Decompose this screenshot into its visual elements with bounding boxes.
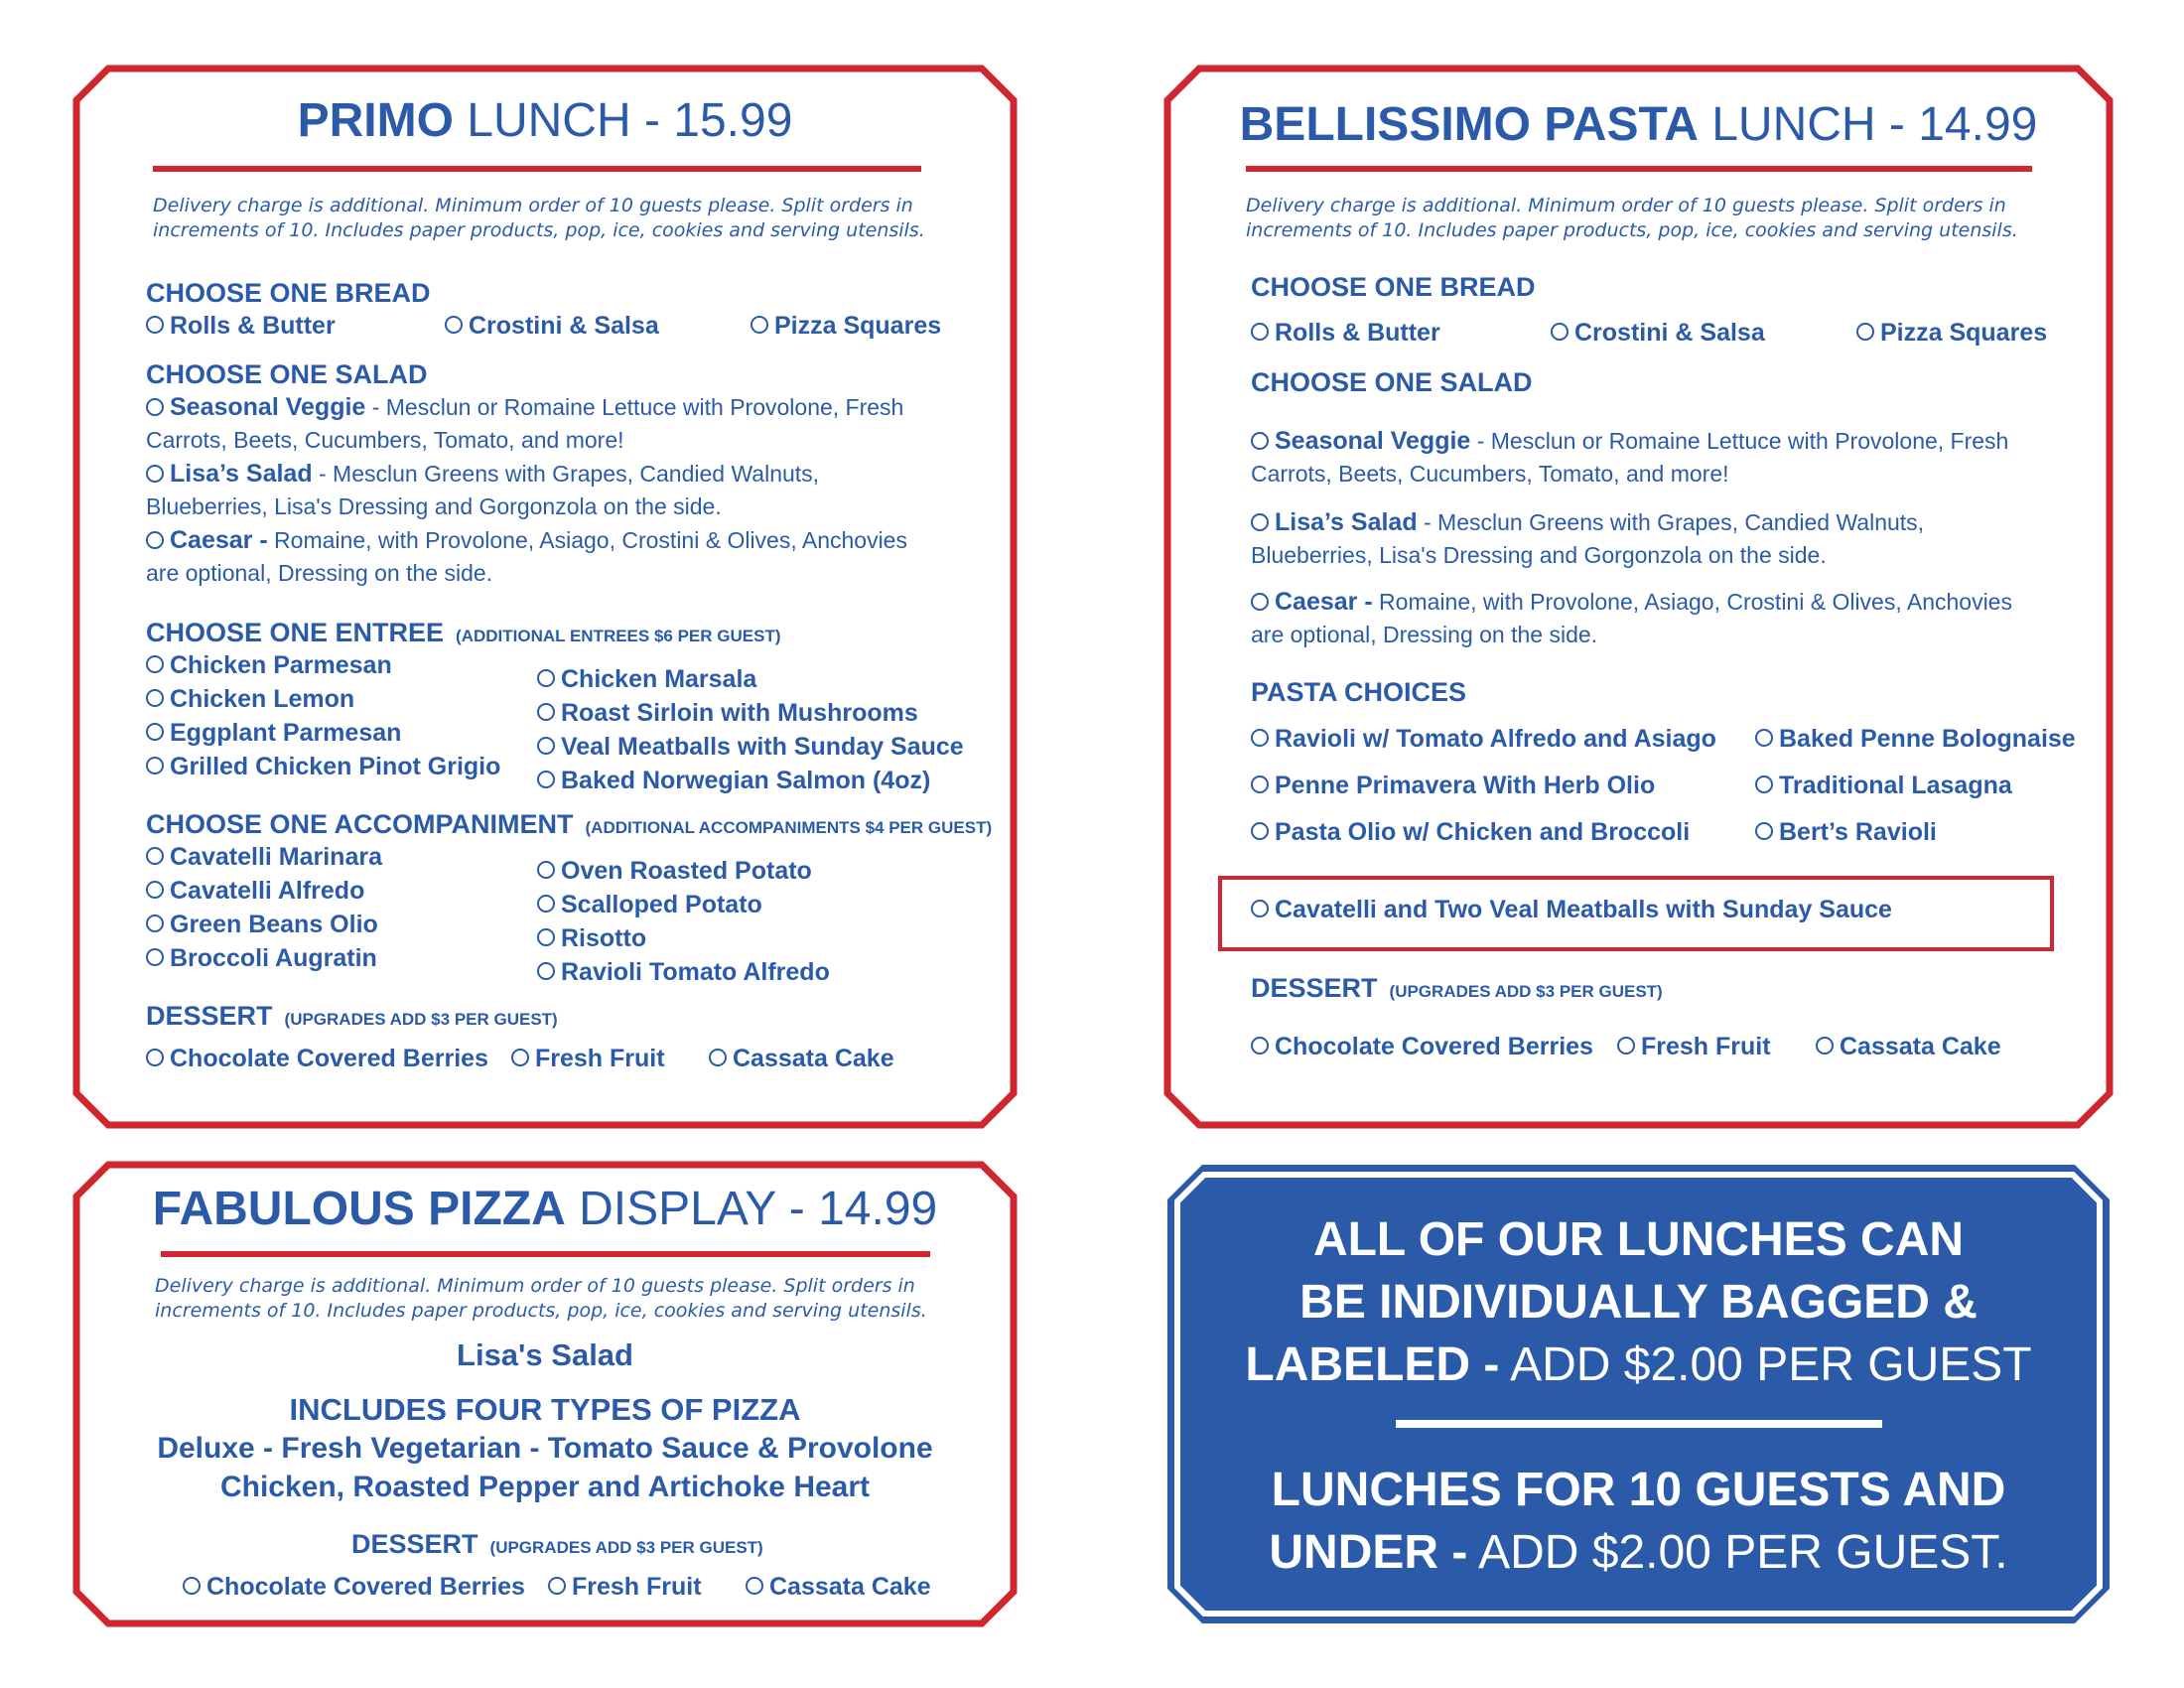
pizza-title: FABULOUS PIZZA DISPLAY - 14.99 — [152, 1183, 938, 1235]
radio-circle-icon — [1251, 323, 1269, 341]
radio-circle-icon — [146, 398, 164, 416]
special-pasta-option[interactable]: Cavatelli and Two Veal Meatballs with Sunday Sauce — [1251, 896, 1892, 924]
primo-bread-option[interactable]: Crostini & Salsa — [445, 312, 659, 341]
primo-entree-option[interactable]: Chicken Parmesan — [146, 651, 392, 680]
pasta-salad-option[interactable]: Lisa’s Salad - Mesclun Greens with Grapes, Candied Walnuts, Blueberries, Lisa's Dressing and Gorgonzola on the side. — [1251, 508, 1925, 568]
radio-circle-icon — [146, 465, 164, 483]
radio-circle-icon — [1251, 822, 1269, 840]
radio-circle-icon — [1251, 432, 1269, 450]
pasta-title-rule — [1246, 166, 2032, 172]
pasta-dessert-note: (UPGRADES ADD $3 PER GUEST) — [1389, 982, 1663, 1001]
primo-accompaniment-heading: CHOOSE ONE ACCOMPANIMENT (ADDITIONAL ACCOMPANIMENTS $4 PER GUEST) — [146, 809, 993, 839]
primo-salad-option[interactable]: Caesar - Romaine, with Provolone, Asiago, Crostini & Olives, Anchovies are optional, Dressing on the side. — [146, 526, 907, 586]
primo-bread-heading: CHOOSE ONE BREAD — [146, 278, 431, 308]
notice-bagging-text — [1164, 1208, 2113, 1396]
bagging-notice-panel — [1164, 1162, 2113, 1626]
pasta-bread-option[interactable]: Rolls & Butter — [1251, 319, 1440, 348]
primo-accompaniment-option[interactable]: Risotto — [537, 924, 646, 953]
radio-circle-icon — [1755, 822, 1773, 840]
radio-circle-icon — [146, 881, 164, 899]
primo-salad-heading: CHOOSE ONE SALAD — [146, 359, 428, 389]
radio-circle-icon — [146, 689, 164, 707]
radio-circle-icon — [1551, 323, 1569, 341]
pasta-dessert-option[interactable]: Fresh Fruit — [1617, 1033, 1771, 1061]
primo-dessert-option[interactable]: Cassata Cake — [709, 1045, 894, 1073]
primo-delivery-note: Delivery charge is additional. Minimum order of 10 guests please. Split orders in increments of 10. Includes paper products, pop, ice, cookies and serving utensils. — [153, 195, 925, 241]
pizza-types-line-1: Deluxe - Fresh Vegetarian - Tomato Sauce & Provolone — [157, 1432, 933, 1465]
primo-accompaniment-option[interactable]: Broccoli Augratin — [146, 944, 377, 973]
radio-circle-icon — [1251, 513, 1269, 531]
primo-title-rule — [153, 166, 921, 172]
primo-accompaniment-option[interactable]: Ravioli Tomato Alfredo — [537, 958, 830, 987]
radio-circle-icon — [537, 928, 555, 946]
pasta-dessert-heading: DESSERT (UPGRADES ADD $3 PER GUEST) — [1251, 973, 1663, 1003]
radio-circle-icon — [1251, 1037, 1269, 1055]
radio-circle-icon — [709, 1049, 727, 1066]
notice-line-4: LUNCHES FOR 10 GUESTS AND — [1271, 1464, 2006, 1516]
radio-circle-icon — [537, 737, 555, 755]
primo-dessert-heading: DESSERT (UPGRADES ADD $3 PER GUEST) — [146, 1001, 558, 1031]
primo-salad-option[interactable]: Lisa’s Salad - Mesclun Greens with Grapes, Candied Walnuts, Blueberries, Lisa's Dressing and Gorgonzola on the side. — [146, 460, 820, 519]
primo-bread-option[interactable]: Pizza Squares — [751, 312, 941, 341]
radio-circle-icon — [537, 895, 555, 913]
pasta-title: BELLISSIMO PASTA LUNCH - 14.99 — [1239, 98, 2038, 151]
pasta-option[interactable]: Bert’s Ravioli — [1755, 818, 1937, 847]
notice-divider — [1396, 1420, 1882, 1428]
primo-accompaniment-option[interactable]: Green Beans Olio — [146, 911, 378, 939]
primo-accompaniment-option[interactable]: Scalloped Potato — [537, 891, 762, 919]
radio-circle-icon — [1251, 593, 1269, 611]
primo-salad-option[interactable]: Seasonal Veggie - Mesclun or Romaine Lettuce with Provolone, Fresh Carrots, Beets, Cucumbers, Tomato, and more! — [146, 393, 904, 453]
radio-circle-icon — [146, 914, 164, 932]
pizza-salad: Lisa's Salad — [457, 1337, 633, 1372]
radio-circle-icon — [751, 316, 768, 334]
pasta-salad-option[interactable]: Caesar - Romaine, with Provolone, Asiago, Crostini & Olives, Anchovies are optional, Dressing on the side. — [1251, 588, 2012, 647]
primo-entree-option[interactable]: Veal Meatballs with Sunday Sauce — [537, 733, 964, 762]
pasta-dessert-option[interactable]: Cassata Cake — [1816, 1033, 2001, 1061]
pizza-includes-heading: INCLUDES FOUR TYPES OF PIZZA — [289, 1392, 801, 1427]
radio-circle-icon — [1251, 775, 1269, 793]
radio-circle-icon — [537, 669, 555, 687]
pasta-salad-heading: CHOOSE ONE SALAD — [1251, 367, 1533, 397]
pizza-dessert-note: (UPGRADES ADD $3 PER GUEST) — [489, 1538, 763, 1557]
pasta-salad-option[interactable]: Seasonal Veggie - Mesclun or Romaine Lettuce with Provolone, Fresh Carrots, Beets, Cucumbers, Tomato, and more! — [1251, 427, 2009, 487]
notice-line-3-rest: ADD $2.00 PER GUEST — [1499, 1338, 2032, 1391]
primo-dessert-option[interactable]: Fresh Fruit — [511, 1045, 665, 1073]
notice-line-3-bold: LABELED - — [1245, 1338, 1500, 1391]
pasta-option[interactable]: Ravioli w/ Tomato Alfredo and Asiago — [1251, 725, 1716, 754]
pasta-delivery-note: Delivery charge is additional. Minimum order of 10 guests please. Split orders in increments of 10. Includes paper products, pop, ice, cookies and serving utensils. — [1246, 195, 2018, 241]
radio-circle-icon — [1856, 323, 1874, 341]
primo-entree-option[interactable]: Eggplant Parmesan — [146, 719, 401, 748]
radio-circle-icon — [146, 948, 164, 966]
notice-line-2: BE INDIVIDUALLY BAGGED & — [1299, 1276, 1978, 1329]
primo-bread-option[interactable]: Rolls & Butter — [146, 312, 336, 341]
primo-entree-option[interactable]: Roast Sirloin with Mushrooms — [537, 699, 918, 728]
radio-circle-icon — [146, 847, 164, 865]
radio-circle-icon — [146, 1049, 164, 1066]
primo-entree-option[interactable]: Chicken Marsala — [537, 665, 756, 694]
radio-circle-icon — [1251, 729, 1269, 747]
radio-circle-icon — [445, 316, 463, 334]
primo-lunch-panel — [73, 66, 1017, 1128]
pizza-title-rule — [161, 1251, 930, 1257]
notice-line-5-rest: ADD $2.00 PER GUEST. — [1467, 1526, 2008, 1579]
notice-line-1: ALL OF OUR LUNCHES CAN — [1312, 1213, 1965, 1266]
pizza-display-panel — [73, 1162, 1017, 1626]
primo-title: PRIMO LUNCH - 15.99 — [297, 94, 793, 147]
radio-circle-icon — [1251, 900, 1269, 917]
pasta-option[interactable]: Pasta Olio w/ Chicken and Broccoli — [1251, 818, 1690, 847]
notice-small-order-text — [1164, 1459, 2113, 1584]
pizza-dessert-heading: DESSERT (UPGRADES ADD $3 PER GUEST) — [351, 1529, 763, 1559]
radio-circle-icon — [537, 962, 555, 980]
primo-accompaniment-note: (ADDITIONAL ACCOMPANIMENTS $4 PER GUEST) — [585, 818, 993, 837]
radio-circle-icon — [1816, 1037, 1834, 1055]
pasta-lunch-panel — [1164, 66, 2113, 1128]
pasta-option[interactable]: Penne Primavera With Herb Olio — [1251, 772, 1655, 800]
radio-circle-icon — [537, 861, 555, 879]
radio-circle-icon — [183, 1577, 201, 1595]
primo-dessert-note: (UPGRADES ADD $3 PER GUEST) — [284, 1010, 558, 1029]
radio-circle-icon — [511, 1049, 529, 1066]
radio-circle-icon — [146, 723, 164, 741]
pasta-dessert-option[interactable]: Chocolate Covered Berries — [1251, 1033, 1593, 1061]
radio-circle-icon — [537, 771, 555, 788]
primo-entree-heading: CHOOSE ONE ENTREE (ADDITIONAL ENTREES $6 PER GUEST) — [146, 618, 781, 647]
primo-accompaniment-option[interactable]: Oven Roasted Potato — [537, 857, 812, 886]
primo-entree-option[interactable]: Chicken Lemon — [146, 685, 354, 714]
primo-entree-note: (ADDITIONAL ENTREES $6 PER GUEST) — [456, 627, 781, 645]
pasta-option[interactable]: Traditional Lasagna — [1755, 772, 2012, 800]
pizza-dessert-option[interactable]: Fresh Fruit — [548, 1573, 702, 1602]
radio-circle-icon — [1617, 1037, 1635, 1055]
pasta-choices-heading: PASTA CHOICES — [1251, 677, 1467, 707]
radio-circle-icon — [146, 531, 164, 549]
pasta-bread-option[interactable]: Pizza Squares — [1856, 319, 2047, 348]
pasta-option[interactable]: Baked Penne Bolognaise — [1755, 725, 2076, 754]
radio-circle-icon — [537, 703, 555, 721]
radio-circle-icon — [146, 655, 164, 673]
primo-accompaniment-option[interactable]: Cavatelli Alfredo — [146, 877, 364, 906]
pizza-types-line-2: Chicken, Roasted Pepper and Artichoke Heart — [219, 1471, 871, 1503]
notice-line-5-bold: UNDER - — [1269, 1526, 1468, 1579]
primo-entree-option[interactable]: Baked Norwegian Salmon (4oz) — [537, 767, 930, 795]
pasta-bread-option[interactable]: Crostini & Salsa — [1551, 319, 1765, 348]
primo-accompaniment-option[interactable]: Cavatelli Marinara — [146, 843, 382, 872]
radio-circle-icon — [548, 1577, 566, 1595]
pizza-dessert-option[interactable]: Cassata Cake — [746, 1573, 931, 1602]
radio-circle-icon — [746, 1577, 763, 1595]
radio-circle-icon — [1755, 775, 1773, 793]
radio-circle-icon — [146, 316, 164, 334]
radio-circle-icon — [146, 757, 164, 774]
pizza-delivery-note: Delivery charge is additional. Minimum order of 10 guests please. Split orders in increments of 10. Includes paper products, pop, ice, cookies and serving utensils. — [155, 1275, 927, 1322]
pizza-dessert-option[interactable]: Chocolate Covered Berries — [183, 1573, 525, 1602]
primo-dessert-option[interactable]: Chocolate Covered Berries — [146, 1045, 488, 1073]
primo-entree-option[interactable]: Grilled Chicken Pinot Grigio — [146, 753, 500, 781]
radio-circle-icon — [1755, 729, 1773, 747]
pasta-bread-heading: CHOOSE ONE BREAD — [1251, 272, 1536, 302]
